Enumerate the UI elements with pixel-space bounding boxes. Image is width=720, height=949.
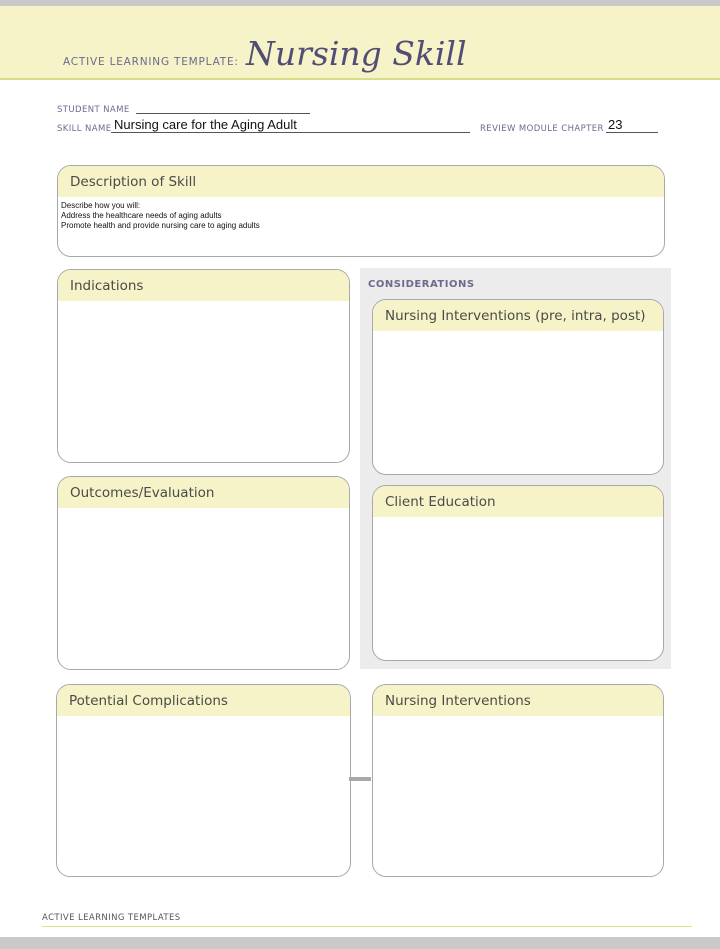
review-module-field[interactable] (606, 132, 658, 133)
description-box[interactable] (57, 165, 665, 257)
description-body (58, 197, 664, 235)
footer-line (42, 926, 692, 927)
skill-name-value: Nursing care for the Aging Adult (114, 117, 297, 132)
student-name-field[interactable] (136, 113, 310, 114)
nursing-interventions-title: Nursing Interventions (373, 685, 663, 716)
considerations-label: CONSIDERATIONS (368, 279, 475, 290)
potential-complications-box[interactable] (56, 684, 351, 877)
footer-label: ACTIVE LEARNING TEMPLATES (42, 913, 181, 923)
description-line: Address the healthcare needs of aging adults (61, 211, 222, 220)
indications-title: Indications (58, 270, 349, 301)
template-label: ACTIVE LEARNING TEMPLATE: (63, 56, 239, 68)
outcomes-title: Outcomes/Evaluation (58, 477, 349, 508)
nursing-interventions-pre-box[interactable] (372, 299, 664, 475)
nursing-interventions-box[interactable] (372, 684, 664, 877)
client-education-title: Client Education (373, 486, 663, 517)
description-title: Description of Skill (58, 166, 664, 197)
student-name-label: STUDENT NAME (57, 105, 130, 115)
skill-name-field[interactable] (111, 132, 470, 133)
outcomes-box[interactable] (57, 476, 350, 670)
indications-box[interactable] (57, 269, 350, 463)
potential-complications-title: Potential Complications (57, 685, 350, 716)
connector-bar (349, 777, 371, 781)
description-line: Describe how you will: (61, 201, 141, 210)
client-education-box[interactable] (372, 485, 664, 661)
template-title: Nursing Skill (246, 34, 467, 73)
review-module-value: 23 (608, 117, 623, 132)
bottom-strip (0, 937, 720, 949)
nursing-interventions-pre-title: Nursing Interventions (pre, intra, post) (373, 300, 663, 331)
skill-name-label: SKILL NAME (57, 124, 112, 134)
review-module-label: REVIEW MODULE CHAPTER (480, 124, 604, 134)
description-line: Promote health and provide nursing care to aging adults (61, 221, 260, 230)
